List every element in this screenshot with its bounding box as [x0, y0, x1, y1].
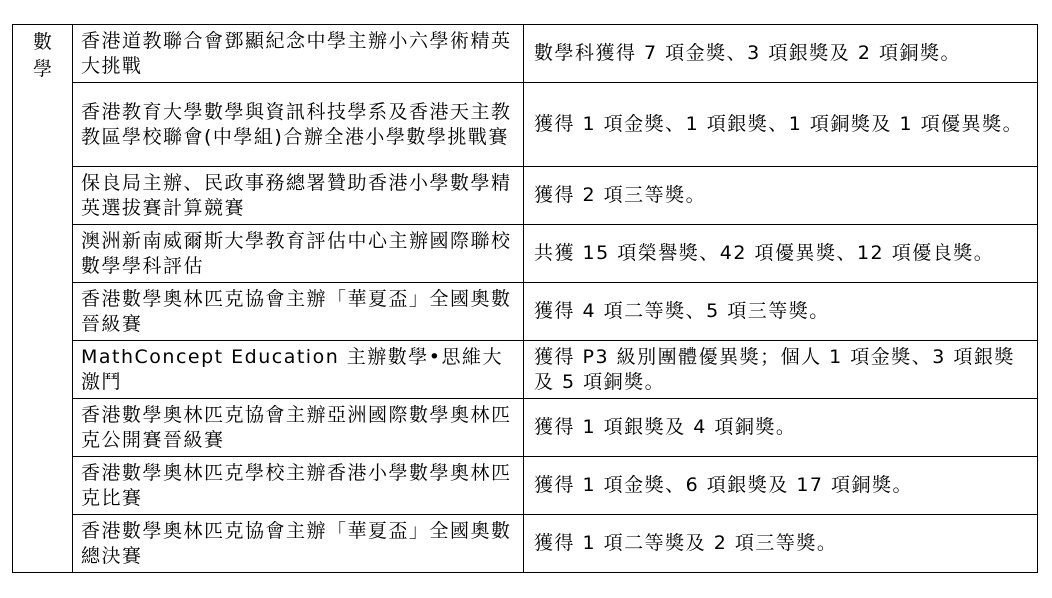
table-row: [13, 25, 1038, 83]
result-cell: 獲得 1 項金獎、1 項銀獎、1 項銅獎及 1 項優異獎。: [524, 83, 1038, 167]
result-cell: 獲得 4 項二等獎、5 項三等獎。: [524, 283, 1038, 341]
event-cell: 香港數學奧林匹克協會主辦「華夏盃」全國奧數總決賽: [73, 515, 524, 573]
table-row: [13, 457, 1038, 515]
table-row: [13, 225, 1038, 283]
event-cell: 保良局主辦、民政事務總署贊助香港小學數學精英選拔賽計算競賽: [73, 167, 524, 225]
event-cell: 香港教育大學數學與資訊科技學系及香港天主教教區學校聯會(中學組)合辦全港小學數學挑戰賽: [73, 83, 524, 167]
event-cell: MathConcept Education 主辦數學•思維大激鬥: [73, 341, 524, 399]
awards-table: [12, 24, 1038, 573]
table-row: [13, 283, 1038, 341]
subject-label: 數學: [32, 31, 52, 80]
event-cell: 香港數學奧林匹克協會主辦亞洲國際數學奧林匹克公開賽晉級賽: [73, 399, 524, 457]
table-row: [13, 167, 1038, 225]
table-row: [13, 399, 1038, 457]
result-cell: 共獲 15 項榮譽獎、42 項優異獎、12 項優良獎。: [524, 225, 1038, 283]
result-cell: 獲得 2 項三等獎。: [524, 167, 1038, 225]
subject-cell: [13, 25, 73, 573]
event-cell: 澳洲新南威爾斯大學教育評估中心主辦國際聯校數學學科評估: [73, 225, 524, 283]
result-cell: 獲得 1 項金獎、6 項銀獎及 17 項銅獎。: [524, 457, 1038, 515]
event-cell: 香港道教聯合會鄧顯紀念中學主辦小六學術精英大挑戰: [73, 25, 524, 83]
event-cell: 香港數學奧林匹克學校主辦香港小學數學奧林匹克比賽: [73, 457, 524, 515]
result-cell: 數學科獲得 7 項金獎、3 項銀獎及 2 項銅獎。: [524, 25, 1038, 83]
result-cell: 獲得 1 項銀獎及 4 項銅獎。: [524, 399, 1038, 457]
event-cell: 香港數學奧林匹克協會主辦「華夏盃」全國奧數晉級賽: [73, 283, 524, 341]
result-cell: 獲得 1 項二等獎及 2 項三等獎。: [524, 515, 1038, 573]
table-row: [13, 341, 1038, 399]
table-row: [13, 83, 1038, 167]
result-cell: 獲得 P3 級別團體優異獎；個人 1 項金獎、3 項銀獎及 5 項銅獎。: [524, 341, 1038, 399]
table-row: [13, 515, 1038, 573]
